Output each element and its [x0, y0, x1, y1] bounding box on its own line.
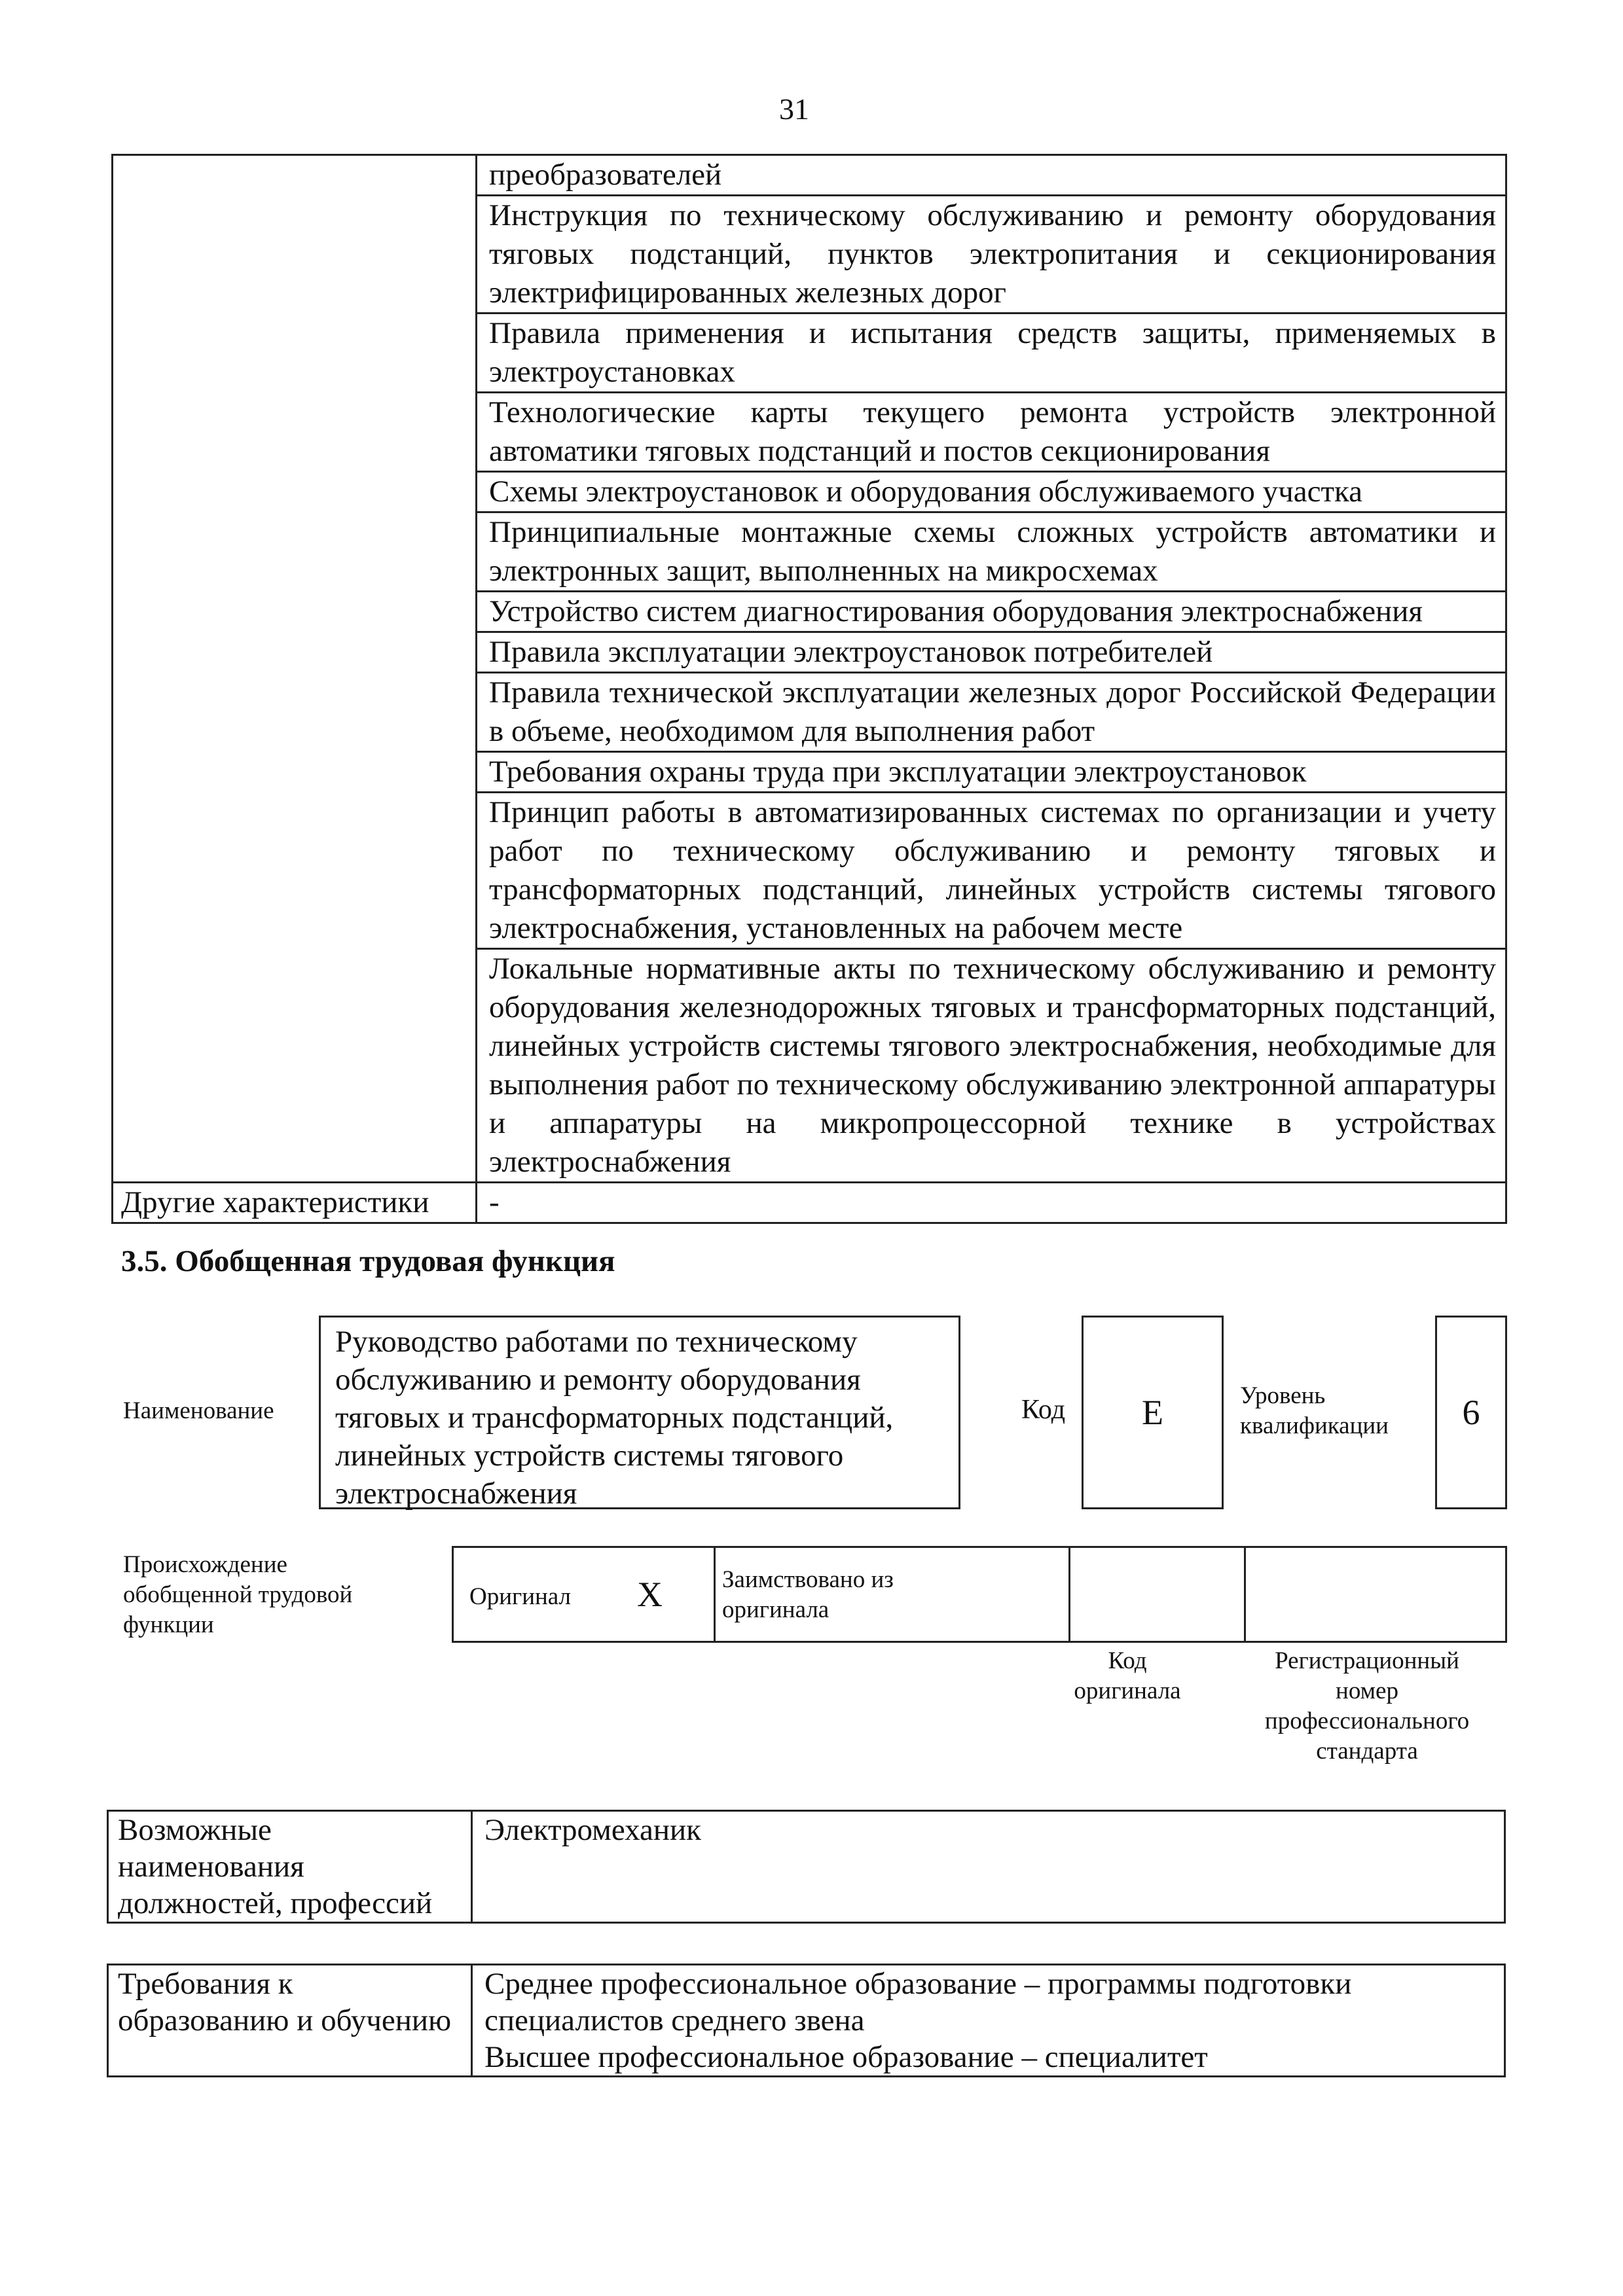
knowledge-item: Правила технической эксплуатации железных дорог Российской Федерации в объеме, необходимом для выполнения работ — [477, 673, 1506, 752]
registration-number-caption: Регистрационный номер профессионального стандарта — [1264, 1647, 1470, 1765]
education-value — [472, 1965, 1505, 2077]
knowledge-item: Технологические карты текущего ремонта устройств электронной автоматики тяговых подстанций и постов секционирования — [477, 393, 1506, 472]
knowledge-label-cell — [113, 155, 477, 1183]
knowledge-item: Локальные нормативные акты по техническому обслуживанию и ремонту оборудования железнодорожных тяговых и трансформаторных подстанций, линейных устройств системы тягового электроснабжения, необходимые для выполнения работ по техническому обслуживанию электронной аппаратуры и аппаратуры на микропроцессорной технике в устройствах электроснабжения — [477, 949, 1506, 1183]
code-label: Код — [1021, 1395, 1066, 1425]
knowledge-item: Принцип работы в автоматизированных системах по организации и учету работ по техническому обслуживанию и ремонту тяговых и трансформаторных подстанций, линейных устройств системы тягового электроснабжения, установленных на рабочем месте — [477, 793, 1506, 949]
page-number: 31 — [779, 92, 809, 126]
other-characteristics-label: Другие характеристики — [113, 1183, 477, 1223]
education-line-1: Среднее профессиональное образование – программы подготовки специалистов среднего звена — [484, 1967, 1352, 2037]
level-label-text: Уровень квалификации — [1240, 1382, 1389, 1439]
function-name-box: Руководство работами по техническому обслуживанию и ремонту оборудования тяговых и трансформаторных подстанций, линейных устройств системы тягового электроснабжения — [319, 1316, 960, 1509]
knowledge-item: Требования охраны труда при эксплуатации электроустановок — [477, 752, 1506, 793]
qualification-level-label — [1240, 1381, 1410, 1441]
qualification-level-box: 6 — [1435, 1316, 1507, 1509]
origin-regnum-cell — [1070, 1548, 1246, 1641]
original-text: Оригинал — [469, 1583, 572, 1610]
code-box: E — [1082, 1316, 1224, 1509]
education-table — [107, 1964, 1506, 2077]
knowledge-table — [111, 154, 1507, 1224]
knowledge-item: Принципиальные монтажные схемы сложных устройств автоматики и электронных защит, выполненных на микросхемах — [477, 512, 1506, 592]
other-characteristics-row — [113, 1183, 1506, 1223]
knowledge-item: Устройство систем диагностирования оборудования электроснабжения — [477, 592, 1506, 632]
positions-value: Электромеханик — [472, 1811, 1505, 1923]
section-heading: 3.5. Обобщенная трудовая функция — [121, 1244, 615, 1278]
education-label: Требования к образованию и обучению — [108, 1965, 472, 2077]
knowledge-item: Схемы электроустановок и оборудования обслуживаемого участка — [477, 472, 1506, 512]
code-original-caption: Код оригинала — [1074, 1647, 1181, 1704]
knowledge-item: преобразователей — [477, 155, 1506, 196]
other-characteristics-value: - — [477, 1183, 1506, 1223]
education-line-2: Высшее профессиональное образование – специалитет — [484, 2040, 1208, 2074]
positions-table — [107, 1810, 1506, 1924]
name-label: Наименование — [123, 1397, 274, 1424]
knowledge-item: Правила эксплуатации электроустановок потребителей — [477, 632, 1506, 673]
origin-row — [452, 1546, 1507, 1643]
positions-label: Возможные наименования должностей, профессий — [108, 1811, 472, 1923]
knowledge-item: Правила применения и испытания средств защиты, применяемых в электроустановках — [477, 314, 1506, 393]
origin-label: Происхождение обобщенной трудовой функции — [123, 1551, 353, 1638]
knowledge-item: Инструкция по техническому обслуживанию и ремонту оборудования тяговых подстанций, пунктов электропитания и секционирования электрифицированных железных дорог — [477, 196, 1506, 314]
borrowed-text: Заимствовано из оригинала — [722, 1566, 894, 1623]
original-mark: X — [637, 1575, 663, 1614]
knowledge-row — [113, 155, 1506, 196]
